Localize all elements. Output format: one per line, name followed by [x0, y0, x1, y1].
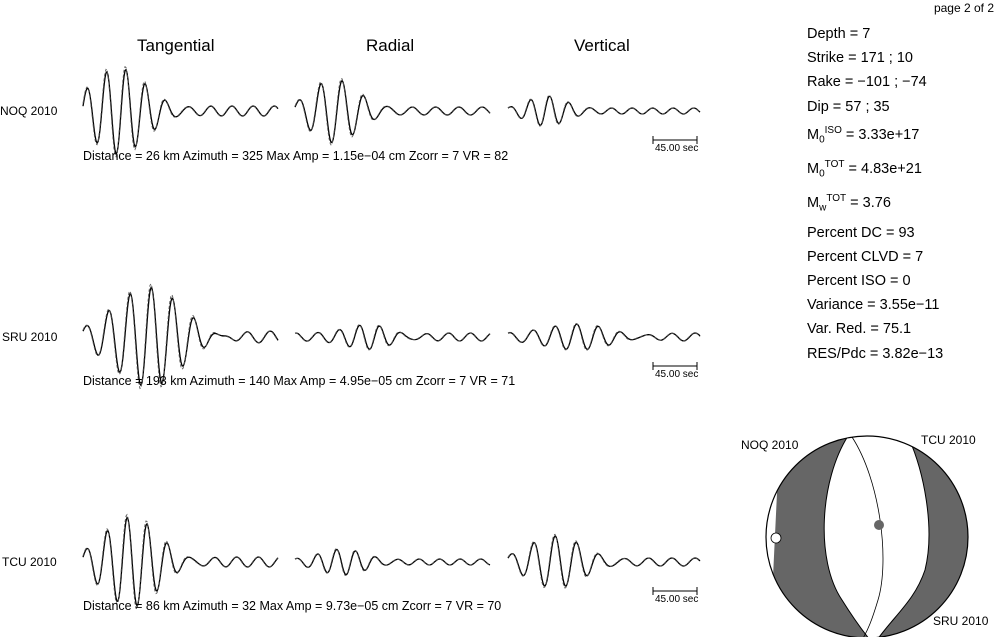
param-strike: Strike = 171 ; 10	[807, 50, 913, 67]
param-rake: Rake = −101 ; −74	[807, 74, 927, 91]
param-percent-iso: Percent ISO = 0	[807, 272, 911, 289]
time-scale-label-tcu: 45.00 sec	[655, 594, 699, 605]
param-m0-iso: $M_0^{ISO} = 3.33e+17$	[807, 124, 920, 146]
column-header-radial: Radial	[366, 36, 415, 55]
param-percent-clvd: Percent CLVD = 7	[807, 248, 924, 265]
station-label-sru: SRU 2010	[2, 330, 58, 344]
beachball-label-sru: SRU 2010	[933, 614, 989, 628]
param-m0-tot: $M_0^{TOT} = 4.83e+21$	[807, 158, 922, 180]
beachball-label-noq: NOQ 2010	[741, 438, 799, 452]
param-dip: Dip = 57 ; 35	[807, 98, 890, 115]
param-depth: Depth = 7	[807, 26, 871, 42]
param-res-pdc: RES/Pdc = 3.82e−13	[807, 345, 944, 362]
station-marker-noq	[771, 533, 781, 543]
param-variance: Variance = 3.55e−11	[807, 297, 940, 314]
station-info-noq: Distance = 26 km Azimuth = 325 Max Amp = 1.15e−04 cm Zcorr = 7 VR = 82	[83, 149, 509, 163]
param-percent-dc: Percent DC = 93	[807, 224, 915, 241]
beachball-label-tcu: TCU 2010	[921, 433, 976, 447]
page-label: page 2 of 2	[933, 1, 994, 15]
time-scale-label-sru: 45.00 sec	[655, 369, 699, 380]
column-header-tangential: Tangential	[137, 36, 215, 55]
station-info-tcu: Distance = 86 km Azimuth = 32 Max Amp = 9.73e−05 cm Zcorr = 7 VR = 70	[83, 599, 502, 613]
param-var-red: Var. Red. = 75.1	[807, 321, 912, 338]
column-header-vertical: Vertical	[574, 36, 630, 55]
station-marker-tcu	[874, 520, 884, 530]
param-mw-tot: $M_w^{TOT} = 3.76$	[807, 192, 891, 214]
time-scale-label-noq: 45.00 sec	[655, 143, 699, 154]
station-label-tcu: TCU 2010	[2, 555, 57, 569]
station-label-noq: NOQ 2010	[0, 104, 58, 118]
station-info-sru: Distance = 193 km Azimuth = 140 Max Amp = 4.95e−05 cm Zcorr = 7 VR = 71	[83, 374, 516, 388]
